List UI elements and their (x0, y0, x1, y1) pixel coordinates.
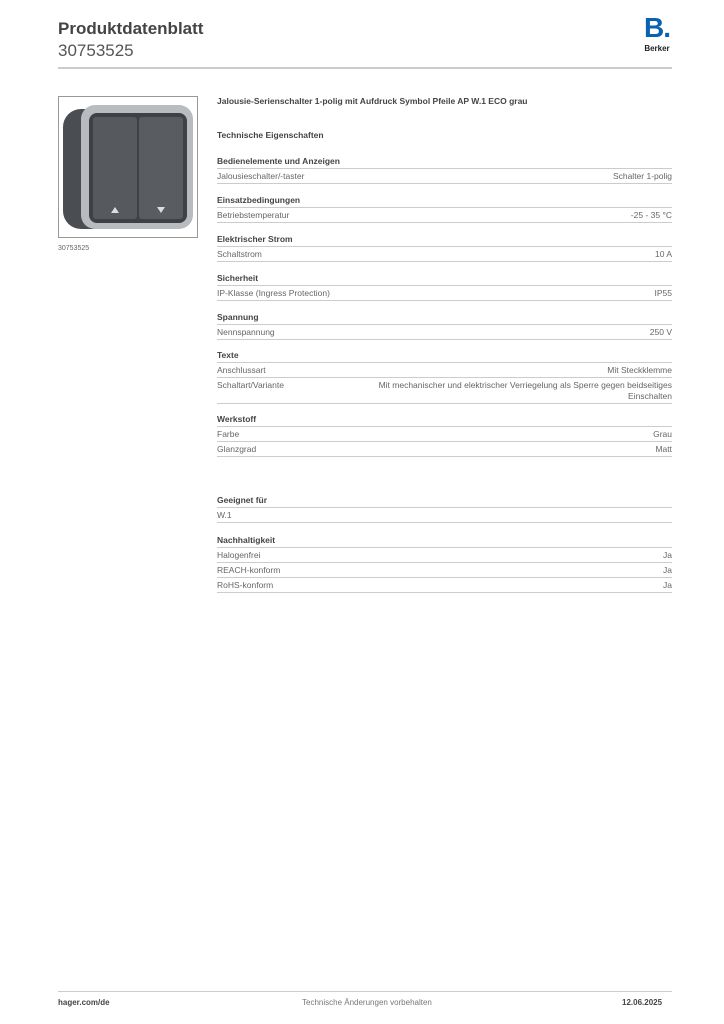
section-title: Spannung (217, 311, 672, 325)
property-label: Halogenfrei (217, 550, 261, 560)
property-label: Schaltart/Variante (217, 380, 284, 390)
property-value: Ja (663, 565, 672, 575)
section-1 (217, 194, 672, 223)
property-value: 250 V (649, 327, 672, 337)
property-label: Schaltstrom (217, 249, 262, 259)
property-label: Farbe (217, 429, 240, 439)
page-title: Produktdatenblatt (58, 19, 204, 38)
section-0 (217, 155, 672, 184)
property-row (217, 378, 672, 404)
section-5 (217, 349, 672, 404)
footer-website: hager.com/de (58, 998, 110, 1007)
footer-divider (58, 991, 672, 992)
section-title: Elektrischer Strom (217, 233, 672, 247)
section-title: Werkstoff (217, 413, 672, 427)
property-label: Glanzgrad (217, 444, 257, 454)
property-value: Ja (663, 580, 672, 590)
header-divider (58, 67, 672, 69)
property-label: W.1 (217, 510, 232, 520)
property-label: Nennspannung (217, 327, 275, 337)
footer-note: Technische Änderungen vorbehalten (302, 998, 432, 1007)
section-title: Sicherheit (217, 272, 672, 286)
logo-name: Berker (644, 44, 670, 53)
product-number: 30753525 (58, 41, 134, 60)
product-title: Jalousie-Serienschalter 1-polig mit Aufdruck Symbol Pfeile AP W.1 ECO grau (217, 96, 528, 106)
property-label: Betriebstemperatur (217, 210, 290, 220)
property-value: Matt (655, 444, 672, 454)
section-title: Bedienelemente und Anzeigen (217, 155, 672, 169)
properties-heading: Technische Eigenschaften (217, 130, 324, 140)
property-row (217, 286, 672, 301)
property-value: -25 - 35 °C (630, 210, 672, 220)
property-row (217, 247, 672, 262)
property-row (217, 363, 672, 378)
section-title: Einsatzbedingungen (217, 194, 672, 208)
property-value: Mit mechanischer und elektrischer Verriegelung als Sperre gegen beidseitiges Einschalten (378, 380, 672, 401)
property-row (217, 508, 672, 523)
section-6 (217, 413, 672, 457)
property-label: IP-Klasse (Ingress Protection) (217, 288, 330, 298)
section-7 (217, 494, 672, 523)
footer-date: 12.06.2025 (622, 998, 663, 1007)
property-value: IP55 (654, 288, 672, 298)
property-row (217, 208, 672, 223)
property-row (217, 578, 672, 593)
property-value: 10 A (654, 249, 672, 259)
property-value: Schalter 1-polig (612, 171, 672, 181)
berker-logo (638, 12, 676, 54)
property-value: Ja (663, 550, 672, 560)
property-row (217, 325, 672, 340)
property-value: Grau (653, 429, 672, 439)
section-title: Nachhaltigkeit (217, 534, 672, 548)
logo-letter: B. (644, 12, 670, 43)
property-label: RoHS-konform (217, 580, 274, 590)
section-4 (217, 311, 672, 340)
section-3 (217, 272, 672, 301)
property-row (217, 548, 672, 563)
section-8 (217, 534, 672, 593)
property-value: Mit Steckklemme (607, 365, 672, 375)
property-row (217, 563, 672, 578)
image-caption: 30753525 (58, 245, 90, 252)
property-label: Anschlussart (217, 365, 266, 375)
property-label: Jalousieschalter/-taster (217, 171, 305, 181)
product-image (58, 96, 198, 238)
section-title: Texte (217, 349, 672, 363)
property-row (217, 442, 672, 457)
section-2 (217, 233, 672, 262)
property-row (217, 169, 672, 184)
property-row (217, 427, 672, 442)
property-label: REACH-konform (217, 565, 281, 575)
section-title: Geeignet für (217, 494, 672, 508)
